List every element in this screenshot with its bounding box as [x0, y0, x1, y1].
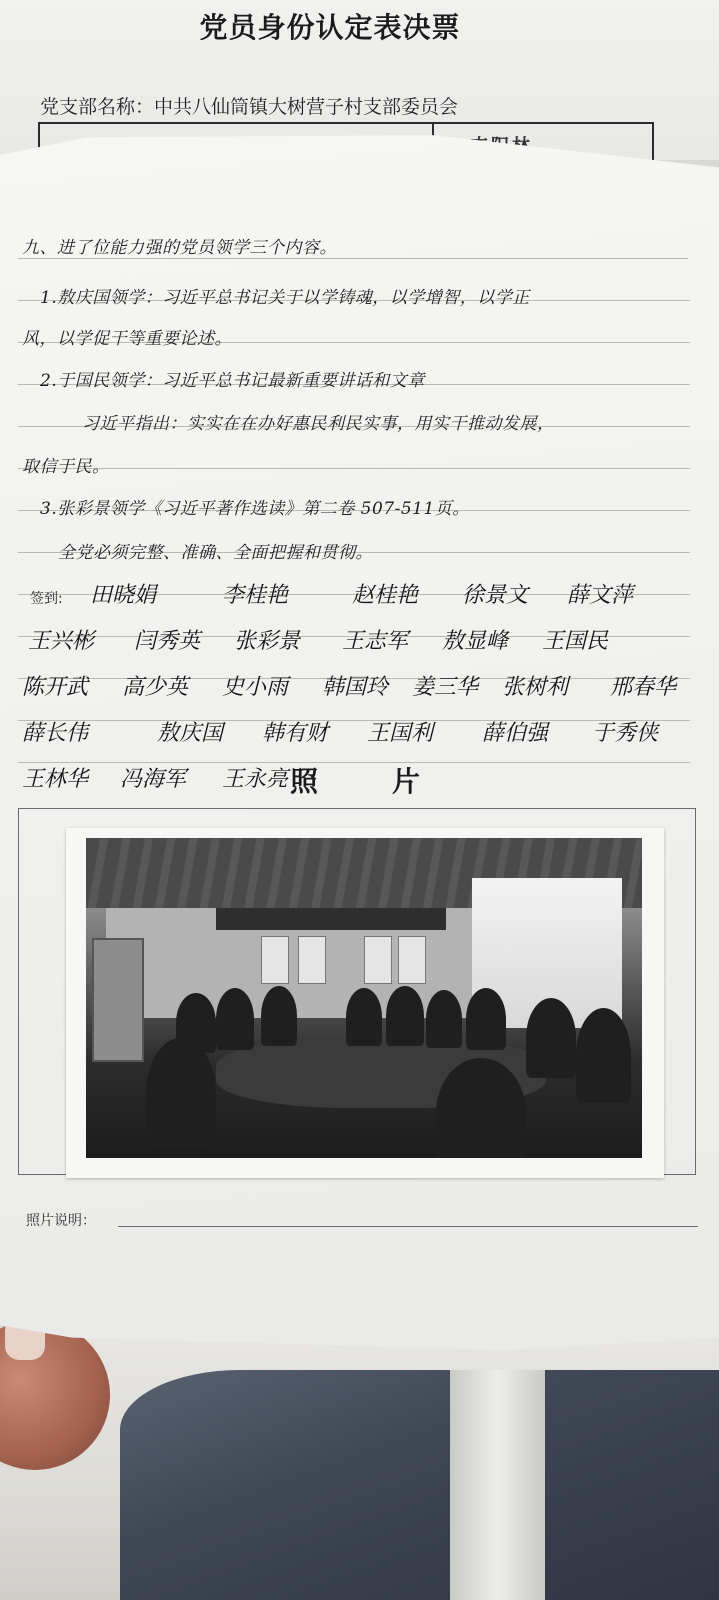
photo-attendee [526, 998, 576, 1078]
signature-row [22, 762, 702, 808]
signature: 薛伯强 [482, 721, 549, 746]
signature: 薛文萍 [567, 583, 634, 608]
photo-heading-right: 片 [392, 765, 421, 798]
form-title: 党员身份认定表决票 [199, 11, 461, 44]
signature-row [22, 670, 702, 716]
branch-name-label: 党支部名称：中共八仙筒镇大树营子村支部委员会 [40, 96, 459, 118]
note-line-2: 1.敖庆国领学：习近平总书记关于以学铸魂，以学增智，以学正 [40, 288, 530, 308]
photo-banner [216, 908, 446, 930]
signature: 韩有财 [262, 721, 329, 746]
signature: 张树利 [502, 675, 569, 700]
signature: 李桂艳 [222, 583, 289, 608]
note-line-4: 2.于国民领学：习近平总书记最新重要讲话和文章 [40, 371, 425, 391]
signature: 闫秀英 [134, 629, 201, 654]
photo-attendee [466, 988, 506, 1050]
note-line-6: 取信于民。 [22, 457, 110, 477]
photo-attendee [146, 1038, 216, 1148]
signature-row [22, 578, 702, 624]
photo-attendee [426, 990, 462, 1048]
photo-door [92, 938, 144, 1062]
signature: 王林华 [22, 767, 89, 792]
signature: 史小雨 [222, 675, 289, 700]
signature: 王国民 [542, 629, 609, 654]
signature: 王永亮 [222, 767, 289, 792]
signature: 薛长伟 [22, 721, 89, 746]
note-line-3: 风，以学促干等重要论述。 [22, 329, 232, 349]
signature: 敖庆国 [157, 721, 224, 746]
photo-attendee [346, 988, 382, 1046]
signature-list [22, 578, 702, 808]
ruled-line [18, 468, 690, 469]
ruled-line [18, 258, 688, 259]
photo-poster [261, 936, 289, 984]
signature: 王国利 [367, 721, 434, 746]
photo-poster [364, 936, 392, 984]
photo-attendee [386, 986, 424, 1046]
signature: 邢春华 [610, 675, 677, 700]
signature: 田晓娟 [90, 583, 157, 608]
signature: 王兴彬 [28, 629, 95, 654]
signature-row [22, 624, 702, 670]
signature: 陈开武 [22, 675, 89, 700]
photo-caption-label: 照片说明： [26, 1213, 96, 1229]
photo-caption-line [118, 1226, 698, 1227]
signature: 王志军 [342, 629, 409, 654]
signature: 徐景文 [462, 583, 529, 608]
note-line-7: 3.张彩景领学《习近平著作选读》第二卷 507-511页。 [40, 499, 470, 519]
photo-attendee [216, 988, 254, 1050]
signature: 赵桂艳 [352, 583, 419, 608]
photo-heading-left: 照 [290, 765, 319, 798]
signature: 敖显峰 [442, 629, 509, 654]
signature-row [22, 716, 702, 762]
note-line-8: 全党必须完整、准确、全面把握和贯彻。 [58, 543, 373, 563]
signature: 韩国玲 [322, 675, 389, 700]
signature: 冯海军 [120, 767, 187, 792]
note-line-5: 习近平指出：实实在在办好惠民利民实事，用实干推动发展， [82, 414, 555, 434]
signature: 于秀侠 [592, 721, 659, 746]
meeting-photo [86, 838, 642, 1158]
photo-attendee [436, 1058, 526, 1158]
jeans-seam [450, 1370, 545, 1600]
signature: 张彩景 [234, 629, 301, 654]
photo-poster [398, 936, 426, 984]
photo-attendee [261, 986, 297, 1046]
signature: 姜三华 [412, 675, 479, 700]
signature: 高少英 [122, 675, 189, 700]
note-line-1: 九、进了位能力强的党员领学三个内容。 [22, 238, 337, 258]
photo-attendee [576, 1008, 631, 1103]
sign-in-label: 签到: [30, 591, 63, 607]
photo-poster [298, 936, 326, 984]
background-jeans [120, 1370, 719, 1600]
